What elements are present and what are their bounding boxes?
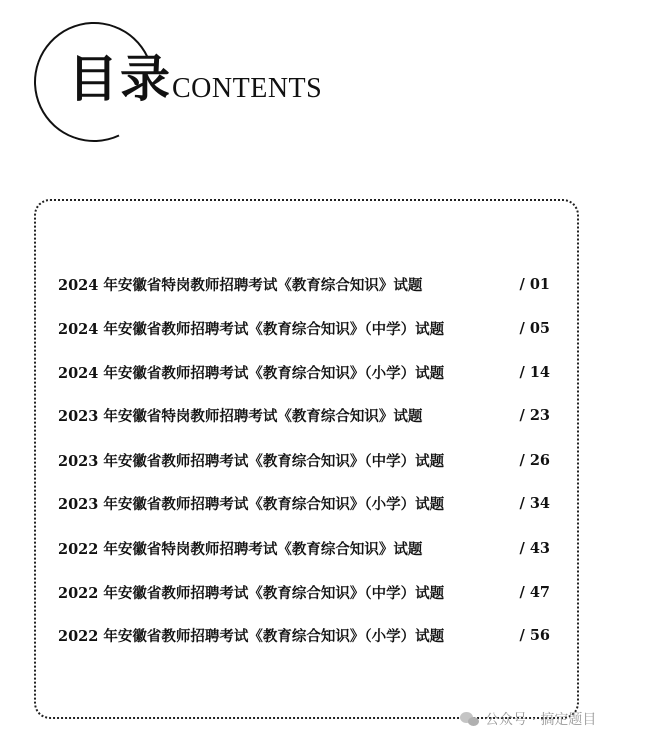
toc-entry-title: 2022 年安徽省教师招聘考试《教育综合知识》（中学）试题	[58, 584, 445, 602]
toc-entry[interactable]	[58, 624, 550, 646]
page-title: 目录	[68, 49, 172, 108]
toc-entry-title: 2023 年安徽省教师招聘考试《教育综合知识》（中学）试题	[58, 452, 445, 470]
toc-entry-page: / 43	[519, 539, 550, 557]
toc-entry[interactable]	[58, 361, 550, 383]
wechat-icon	[460, 711, 480, 727]
toc-entry-page: / 01	[519, 275, 550, 293]
toc-entry-title: 2023 年安徽省特岗教师招聘考试《教育综合知识》试题	[58, 407, 423, 425]
page-title-english: CONTENTS	[172, 73, 323, 104]
toc-entry-page: / 14	[519, 363, 550, 381]
toc-entry-page: / 26	[519, 451, 550, 469]
toc-entry-page: / 47	[519, 583, 550, 601]
toc-entry-page: / 34	[519, 494, 550, 512]
toc-entry-page: / 56	[519, 626, 550, 644]
watermark-text: 公众号 · 搞定题目	[485, 712, 597, 728]
toc-entry[interactable]	[58, 492, 550, 514]
toc-entry[interactable]	[58, 537, 550, 559]
toc-entry[interactable]	[58, 404, 550, 426]
toc-entry-title: 2022 年安徽省特岗教师招聘考试《教育综合知识》试题	[58, 540, 423, 558]
toc-entry-title: 2024 年安徽省特岗教师招聘考试《教育综合知识》试题	[58, 276, 423, 294]
toc-entry[interactable]	[58, 581, 550, 603]
toc-entry-title: 2024 年安徽省教师招聘考试《教育综合知识》（小学）试题	[58, 364, 445, 382]
watermark	[460, 709, 596, 729]
toc-entry-title: 2022 年安徽省教师招聘考试《教育综合知识》（小学）试题	[58, 627, 445, 645]
toc-entry[interactable]	[58, 273, 550, 295]
toc-entry-title: 2024 年安徽省教师招聘考试《教育综合知识》（中学）试题	[58, 320, 445, 338]
toc-entry-title: 2023 年安徽省教师招聘考试《教育综合知识》（小学）试题	[58, 495, 445, 513]
toc-entry[interactable]	[58, 317, 550, 339]
toc-entry[interactable]	[58, 449, 550, 471]
toc-entry-page: / 23	[519, 406, 550, 424]
toc-entry-page: / 05	[519, 319, 550, 337]
